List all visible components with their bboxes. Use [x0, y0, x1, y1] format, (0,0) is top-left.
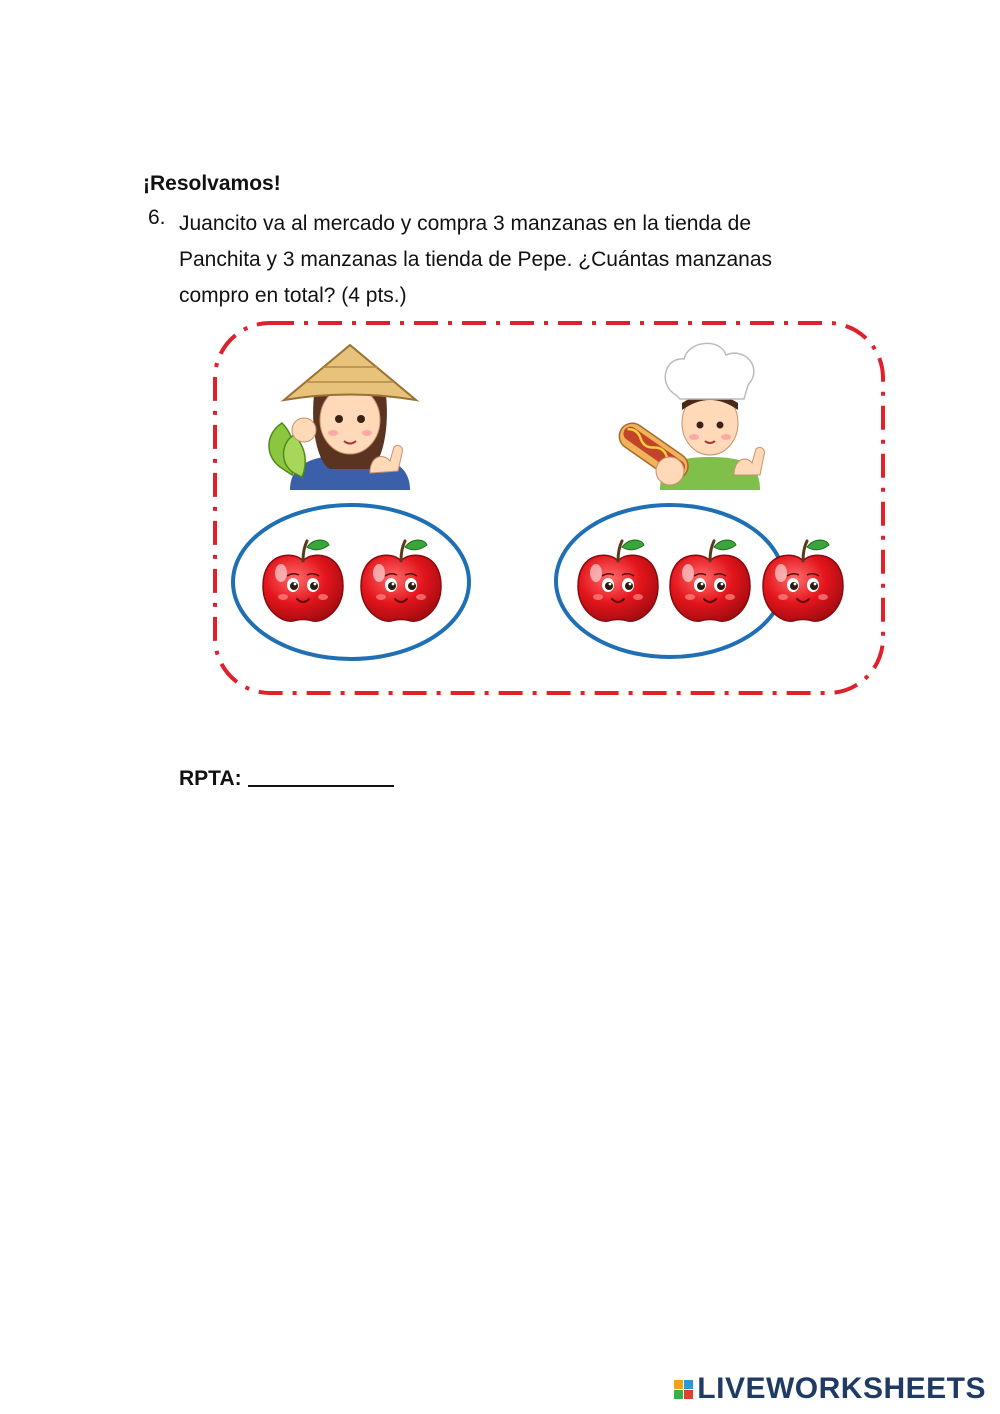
right-apple-group — [556, 505, 843, 657]
left-apple-group — [233, 505, 469, 659]
answer-label: RPTA: — [179, 767, 242, 790]
chef-boy-figure — [614, 343, 764, 490]
question-line: compro en total? (4 pts.) — [179, 284, 407, 307]
question-line: Panchita y 3 manzanas la tienda de Pepe. ¿Cuántas manzanas — [179, 248, 773, 271]
question-text — [179, 206, 869, 314]
question-line: Juancito va al mercado y compra 3 manzanas en la tienda de — [179, 212, 751, 235]
answer-line — [179, 765, 394, 791]
apples-illustration — [205, 315, 895, 700]
apple-icon — [263, 540, 343, 621]
apple-icon — [361, 540, 441, 621]
apple-icon — [670, 540, 750, 621]
farmer-girl-figure — [269, 345, 416, 490]
answer-blank[interactable] — [248, 765, 394, 787]
question-number: 6. — [148, 206, 166, 229]
logo-text: LIVEWORKSHEETS — [697, 1372, 986, 1405]
apple-icon — [578, 540, 658, 621]
section-title: ¡Resolvamos! — [143, 172, 281, 195]
liveworksheets-logo-icon — [674, 1380, 693, 1399]
liveworksheets-logo — [674, 1372, 986, 1406]
